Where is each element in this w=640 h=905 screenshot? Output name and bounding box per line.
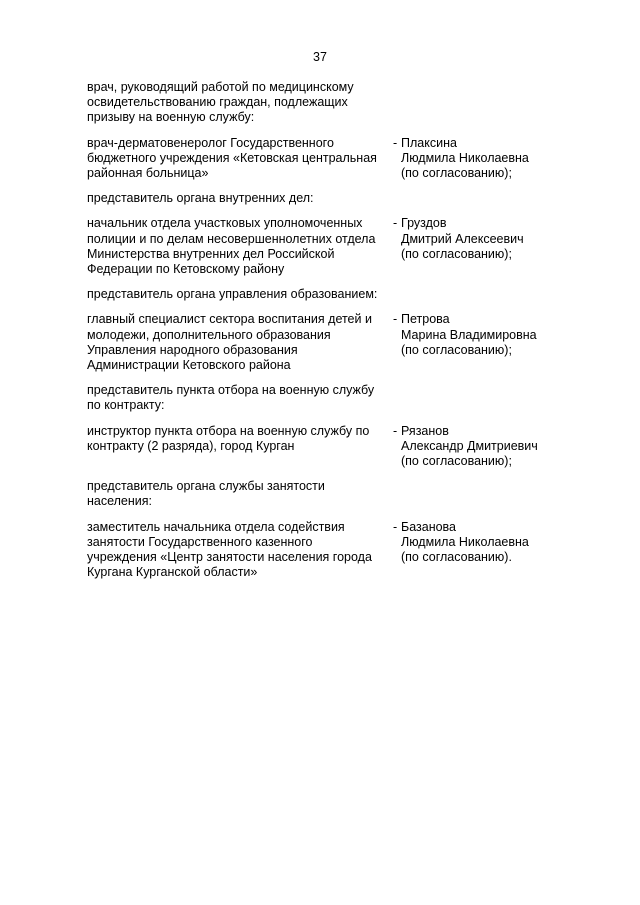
member-entry xyxy=(87,312,557,373)
member-note: (по согласованию); xyxy=(401,166,512,181)
dash-separator: - xyxy=(393,135,398,150)
member-position-line: Кургана Курганской области» xyxy=(87,565,258,580)
section-heading xyxy=(87,383,557,413)
member-position xyxy=(87,312,393,373)
member-person xyxy=(393,520,557,581)
member-position xyxy=(87,424,393,470)
member-name-block xyxy=(401,216,524,277)
member-name-block xyxy=(401,520,529,581)
page-number: 37 xyxy=(313,50,327,64)
member-position-line: молодежи, дополнительного образования xyxy=(87,327,331,342)
section-heading xyxy=(87,479,557,509)
section-heading-line: представитель органа управления образованием: xyxy=(87,287,378,302)
section-heading xyxy=(87,287,557,302)
member-position-line: начальник отдела участковых уполномоченных xyxy=(87,216,363,231)
member-given-names: Людмила Николаевна xyxy=(401,150,529,165)
member-position-line: заместитель начальника отдела содействия xyxy=(87,519,345,534)
section-heading-line: освидетельствованию граждан, подлежащих xyxy=(87,95,348,110)
member-position-line: инструктор пункта отбора на военную службу по xyxy=(87,423,370,438)
member-position-line: главный специалист сектора воспитания детей и xyxy=(87,312,372,327)
member-surname: Груздов xyxy=(401,216,447,231)
section-heading-line: врач, руководящий работой по медицинскому xyxy=(87,80,354,94)
section-heading-line: призыву на военную службу: xyxy=(87,110,255,125)
member-position-line: занятости Государственного казенного xyxy=(87,534,313,549)
section-heading-line: представитель органа службы занятости xyxy=(87,479,325,494)
member-given-names: Людмила Николаевна xyxy=(401,534,529,549)
member-given-names: Марина Владимировна xyxy=(401,327,537,342)
member-name-block xyxy=(401,136,529,182)
member-entry xyxy=(87,520,557,581)
section-heading-line: представитель пункта отбора на военную службу xyxy=(87,383,375,398)
member-position xyxy=(87,520,393,581)
member-entry xyxy=(87,216,557,277)
member-note: (по согласованию); xyxy=(401,246,512,261)
member-person xyxy=(393,312,557,373)
member-name-block xyxy=(401,424,538,470)
section-heading-line: представитель органа внутренних дел: xyxy=(87,191,314,206)
member-position-line: учреждения «Центр занятости населения города xyxy=(87,550,372,565)
member-position-line: контракту (2 разряда), город Курган xyxy=(87,438,295,453)
member-position-line: бюджетного учреждения «Кетовская центральная xyxy=(87,150,377,165)
member-person xyxy=(393,136,557,182)
member-position xyxy=(87,216,393,277)
dash-separator: - xyxy=(393,216,398,231)
member-surname: Рязанов xyxy=(401,423,449,438)
member-position-line: Управления народного образования xyxy=(87,342,298,357)
section-heading-line: населения: xyxy=(87,494,153,509)
member-position-line: Федерации по Кетовскому району xyxy=(87,262,285,277)
member-entry xyxy=(87,136,557,182)
dash-separator: - xyxy=(393,423,398,438)
member-entry xyxy=(87,424,557,470)
member-person xyxy=(393,216,557,277)
member-position xyxy=(87,136,393,182)
member-note: (по согласованию); xyxy=(401,342,512,357)
member-note: (по согласованию). xyxy=(401,550,512,565)
member-position-line: полиции и по делам несовершеннолетних отдела xyxy=(87,231,376,246)
member-surname: Петрова xyxy=(401,312,450,327)
section-heading-line: по контракту: xyxy=(87,398,165,413)
commission-members-list xyxy=(87,80,557,590)
member-surname: Плаксина xyxy=(401,135,457,150)
section-heading xyxy=(87,80,557,126)
dash-separator: - xyxy=(393,519,398,534)
member-person xyxy=(393,424,557,470)
section-heading xyxy=(87,191,557,206)
member-position-line: Администрации Кетовского района xyxy=(87,358,291,373)
member-position-line: врач-дерматовенеролог Государственного xyxy=(87,135,334,150)
member-given-names: Дмитрий Алексеевич xyxy=(401,231,524,246)
member-name-block xyxy=(401,312,537,373)
member-surname: Базанова xyxy=(401,519,457,534)
member-position-line: Министерства внутренних дел Российской xyxy=(87,246,335,261)
member-position-line: районная больница» xyxy=(87,166,209,181)
member-given-names: Александр Дмитриевич xyxy=(401,438,538,453)
dash-separator: - xyxy=(393,312,398,327)
member-note: (по согласованию); xyxy=(401,454,512,469)
